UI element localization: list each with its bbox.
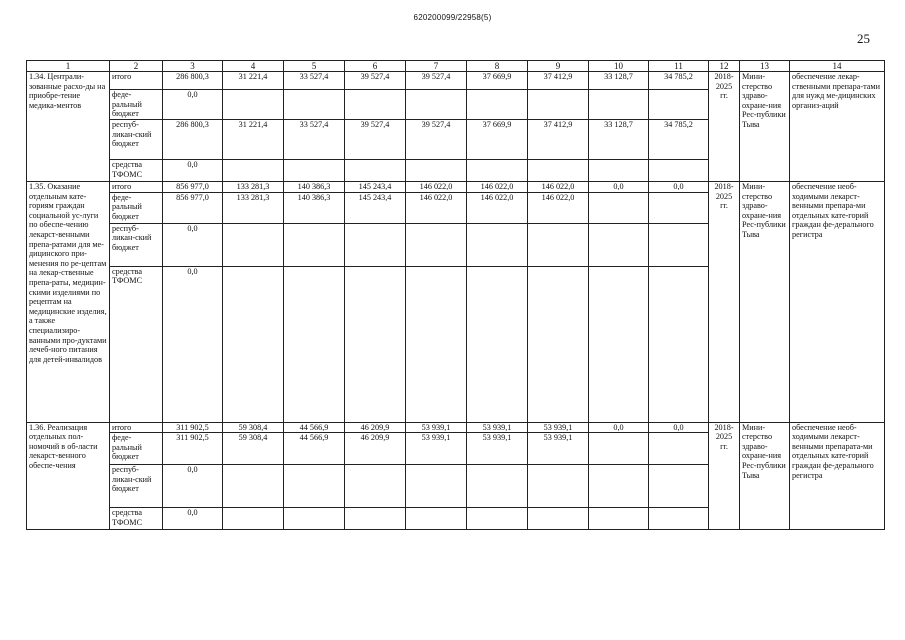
amount-cell: 0,0 [163, 465, 223, 508]
amount-cell: 37 412,9 [528, 72, 589, 90]
amount-cell [528, 223, 589, 266]
executor-cell: Мини-стерство здраво-охране-ния Рес-публики Тыва [740, 72, 790, 182]
amount-cell: 286 800,3 [163, 120, 223, 160]
column-number: 8 [467, 61, 528, 72]
amount-cell [649, 223, 709, 266]
amount-cell [649, 465, 709, 508]
table-row [27, 72, 885, 90]
page-number: 25 [857, 31, 870, 46]
column-number: 12 [709, 61, 740, 72]
amount-cell [284, 465, 345, 508]
amount-cell: 33 527,4 [284, 72, 345, 90]
column-number: 7 [406, 61, 467, 72]
measure-name: 1.34. Централи-зованные расхо-ды на приобре-тение медика-ментов [27, 72, 110, 182]
period-cell: 2018-2025 гг. [709, 422, 740, 530]
amount-cell [223, 223, 284, 266]
amount-cell [589, 90, 649, 120]
result-cell: обеспечение необ-ходимыми лекарст-венными препарата-ми отдельных кате-горий граждан фе-дерального регистра [790, 422, 885, 530]
amount-cell [406, 223, 467, 266]
amount-cell: 856 977,0 [163, 182, 223, 193]
column-number: 5 [284, 61, 345, 72]
amount-cell [649, 433, 709, 465]
amount-cell [467, 266, 528, 422]
funding-source: итого [110, 182, 163, 193]
amount-cell [589, 160, 649, 182]
amount-cell: 0,0 [163, 223, 223, 266]
amount-cell: 0,0 [163, 266, 223, 422]
column-number: 14 [790, 61, 885, 72]
amount-cell: 146 022,0 [406, 192, 467, 223]
amount-cell [528, 266, 589, 422]
amount-cell [467, 223, 528, 266]
amount-cell: 0,0 [163, 90, 223, 120]
amount-cell: 53 939,1 [467, 422, 528, 433]
amount-cell: 53 939,1 [406, 433, 467, 465]
amount-cell [284, 508, 345, 530]
amount-cell: 146 022,0 [467, 182, 528, 193]
column-number: 11 [649, 61, 709, 72]
amount-cell: 37 412,9 [528, 120, 589, 160]
amount-cell [467, 160, 528, 182]
amount-cell [223, 160, 284, 182]
amount-cell: 286 800,3 [163, 72, 223, 90]
funding-source: феде-ральный бюджет [110, 433, 163, 465]
amount-cell: 145 243,4 [345, 182, 406, 193]
funding-source: респуб-ликан-ский бюджет [110, 223, 163, 266]
column-number-row [27, 61, 885, 72]
amount-cell: 0,0 [589, 422, 649, 433]
result-cell: обеспечение необ-ходимыми лекарст-венными препара-ми отдельных кате-горий граждан фе-дерального регистра [790, 182, 885, 423]
amount-cell: 0,0 [589, 182, 649, 193]
amount-cell [284, 266, 345, 422]
amount-cell: 0,0 [163, 160, 223, 182]
funding-source: респуб-ликан-ский бюджет [110, 465, 163, 508]
amount-cell: 39 527,4 [406, 120, 467, 160]
amount-cell: 53 939,1 [406, 422, 467, 433]
funding-source: респуб-ликан-ский бюджет [110, 120, 163, 160]
budget-table [26, 60, 885, 530]
table-row [27, 422, 885, 433]
amount-cell [406, 90, 467, 120]
funding-source: итого [110, 422, 163, 433]
amount-cell: 140 386,3 [284, 182, 345, 193]
amount-cell: 146 022,0 [467, 192, 528, 223]
funding-source: средства ТФОМС [110, 508, 163, 530]
amount-cell: 44 566,9 [284, 433, 345, 465]
measure-name: 1.36. Реализация отдельных пол-номочий в об-ласти лекарст-венного обеспе-чения [27, 422, 110, 530]
amount-cell: 46 209,9 [345, 422, 406, 433]
amount-cell [649, 160, 709, 182]
amount-cell [649, 508, 709, 530]
amount-cell: 33 527,4 [284, 120, 345, 160]
amount-cell [589, 266, 649, 422]
amount-cell [649, 90, 709, 120]
amount-cell [345, 508, 406, 530]
result-cell: обеспечение лекар-ственными препара-тами для нужд ме-дицинских организ-аций [790, 72, 885, 182]
amount-cell [223, 465, 284, 508]
table-row [27, 182, 885, 193]
amount-cell: 39 527,4 [345, 120, 406, 160]
period-cell: 2018-2025 гг. [709, 182, 740, 423]
amount-cell: 37 669,9 [467, 72, 528, 90]
column-number: 9 [528, 61, 589, 72]
column-number: 2 [110, 61, 163, 72]
column-number: 10 [589, 61, 649, 72]
amount-cell [345, 90, 406, 120]
amount-cell: 39 527,4 [345, 72, 406, 90]
amount-cell: 133 281,3 [223, 182, 284, 193]
amount-cell [223, 266, 284, 422]
amount-cell: 34 785,2 [649, 72, 709, 90]
amount-cell [406, 266, 467, 422]
amount-cell: 0,0 [163, 508, 223, 530]
amount-cell: 44 566,9 [284, 422, 345, 433]
amount-cell: 0,0 [649, 422, 709, 433]
amount-cell [284, 90, 345, 120]
amount-cell [528, 90, 589, 120]
amount-cell: 140 386,3 [284, 192, 345, 223]
amount-cell [345, 266, 406, 422]
amount-cell: 59 308,4 [223, 433, 284, 465]
period-cell: 2018-2025 гг. [709, 72, 740, 182]
amount-cell [528, 465, 589, 508]
column-number: 3 [163, 61, 223, 72]
amount-cell: 33 128,7 [589, 72, 649, 90]
measure-name: 1.35. Оказание отдельным кате-гориям граждан социальной ус-луги по обеспе-чению лекарст-венными препа-ратами для ме-дицинского при-менения по ре-цептам на лекар-ственные препа-раты, медицин-скими изделиями по рецептам на медицинские изделия, а также специализиро-ванными про-дуктами лечеб-ного питания для детей-инвалидов [27, 182, 110, 423]
executor-cell: Мини-стерство здраво-охране-ния Рес-публики Тыва [740, 422, 790, 530]
amount-cell [467, 465, 528, 508]
amount-cell [284, 160, 345, 182]
amount-cell [406, 465, 467, 508]
amount-cell: 856 977,0 [163, 192, 223, 223]
funding-source: феде-ральный бюджет [110, 192, 163, 223]
amount-cell [649, 266, 709, 422]
amount-cell [589, 192, 649, 223]
amount-cell: 53 939,1 [528, 433, 589, 465]
amount-cell: 33 128,7 [589, 120, 649, 160]
document-id: 620200099/22958(5) [413, 13, 492, 22]
funding-source: средства ТФОМС [110, 266, 163, 422]
amount-cell [223, 90, 284, 120]
amount-cell: 37 669,9 [467, 120, 528, 160]
amount-cell: 145 243,4 [345, 192, 406, 223]
amount-cell [345, 160, 406, 182]
amount-cell [345, 465, 406, 508]
amount-cell [223, 508, 284, 530]
amount-cell [284, 223, 345, 266]
amount-cell: 31 221,4 [223, 120, 284, 160]
amount-cell [528, 508, 589, 530]
amount-cell: 311 902,5 [163, 422, 223, 433]
amount-cell [589, 465, 649, 508]
amount-cell [528, 160, 589, 182]
amount-cell [467, 90, 528, 120]
amount-cell [406, 508, 467, 530]
amount-cell: 34 785,2 [649, 120, 709, 160]
amount-cell [589, 223, 649, 266]
column-number: 13 [740, 61, 790, 72]
funding-source: средства ТФОМС [110, 160, 163, 182]
amount-cell [345, 223, 406, 266]
column-number: 6 [345, 61, 406, 72]
column-number: 1 [27, 61, 110, 72]
amount-cell: 0,0 [649, 182, 709, 193]
amount-cell: 59 308,4 [223, 422, 284, 433]
executor-cell: Мини-стерство здраво-охране-ния Рес-публики Тыва [740, 182, 790, 423]
amount-cell [406, 160, 467, 182]
amount-cell [649, 192, 709, 223]
amount-cell: 31 221,4 [223, 72, 284, 90]
amount-cell: 39 527,4 [406, 72, 467, 90]
column-number: 4 [223, 61, 284, 72]
amount-cell [589, 433, 649, 465]
amount-cell: 46 209,9 [345, 433, 406, 465]
funding-source: итого [110, 72, 163, 90]
funding-source: феде-ральный бюджет [110, 90, 163, 120]
amount-cell: 53 939,1 [467, 433, 528, 465]
amount-cell: 133 281,3 [223, 192, 284, 223]
amount-cell: 146 022,0 [528, 192, 589, 223]
amount-cell: 146 022,0 [406, 182, 467, 193]
amount-cell: 311 902,5 [163, 433, 223, 465]
amount-cell: 146 022,0 [528, 182, 589, 193]
amount-cell [467, 508, 528, 530]
amount-cell: 53 939,1 [528, 422, 589, 433]
amount-cell [589, 508, 649, 530]
